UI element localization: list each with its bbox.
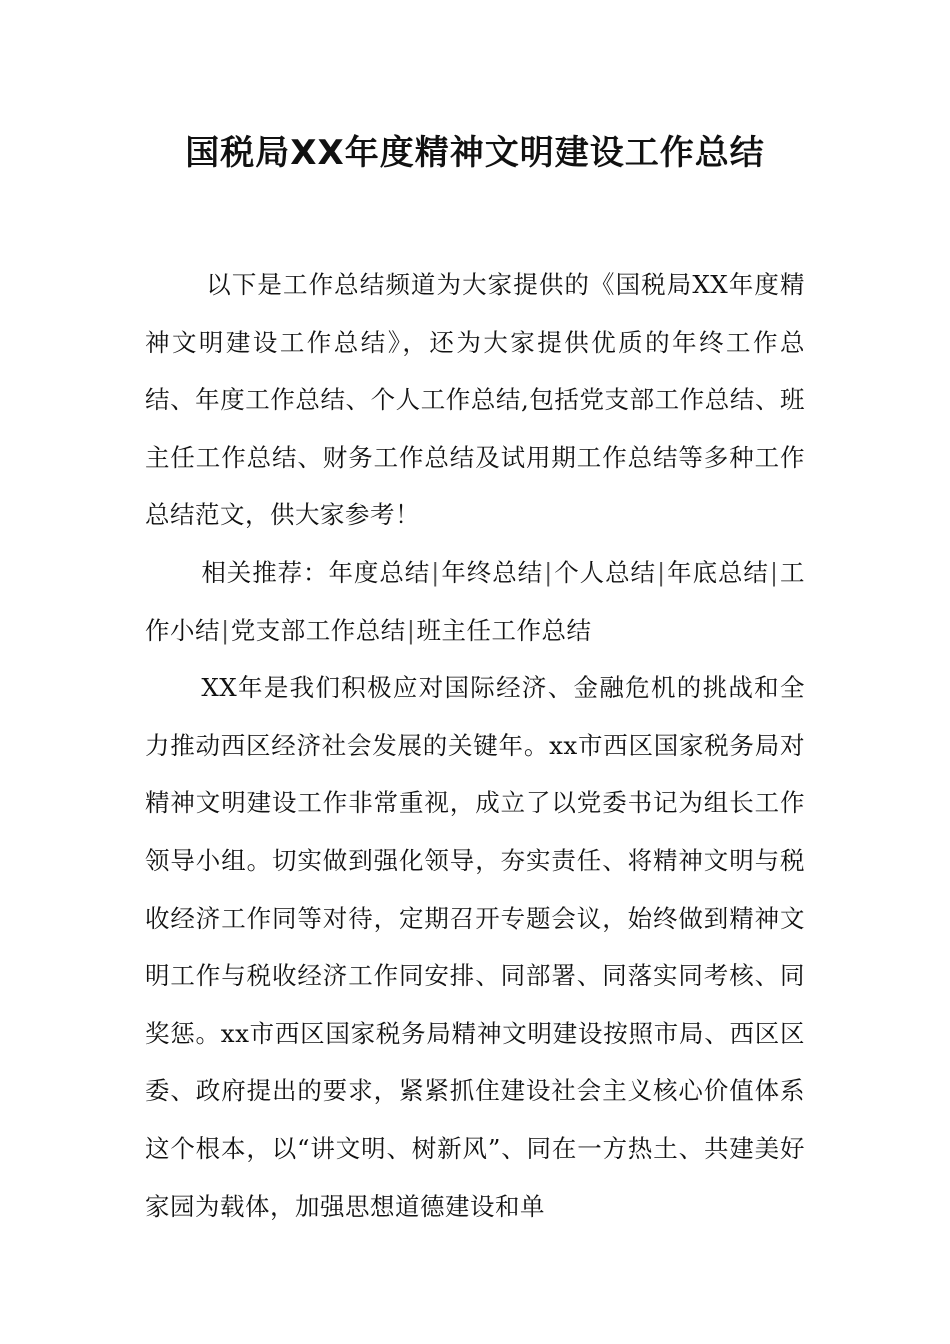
related-prefix: 相关推荐： [201, 557, 329, 587]
related-link-annual-summary[interactable]: 年度总结 [328, 557, 431, 587]
related-separator: | [406, 615, 416, 645]
related-link-work-brief[interactable]: 工作小结 [145, 557, 806, 645]
related-link-personal-summary[interactable]: 个人总结 [553, 557, 656, 587]
page-bottom-divider [145, 1238, 805, 1242]
related-link-year-bottom-summary[interactable]: 年底总结 [666, 557, 769, 587]
related-separator: | [544, 557, 553, 587]
main-paragraph: XX年是我们积极应对国际经济、金融危机的挑战和全力推动西区经济社会发展的关键年。xx市西区国家税务局对精神文明建设工作非常重视，成立了以党委书记为组长工作领导小组。切实做到强化领导，夯实责任、将精神文明与税收经济工作同等对待，定期召开专题会议，始终做到精神文明工作与税收经济工作同安排、同部署、同落实同考核、同奖惩。xx市西区国家税务局精神文明建设按照市局、西区区委、政府提出的要求，紧紧抓住建设社会主义核心价值体系这个根本，以“讲文明、树新风”、同在一方热土、共建美好家园为载体，加强思想道德建设和单 [145, 673, 805, 1221]
related-recommendations [145, 544, 805, 659]
related-separator: | [431, 557, 440, 587]
document-title: 国税局XX年度精神文明建设工作总结 [185, 133, 765, 173]
document-body [145, 256, 805, 1235]
intro-paragraph: 以下是工作总结频道为大家提供的《国税局XX年度精神文明建设工作总结》，还为大家提供优质的年终工作总结、年度工作总结、个人工作总结,包括党支部工作总结、班主任工作总结、财务工作总结及试用期工作总结等多种工作总结范文，供大家参考！ [145, 270, 805, 530]
related-link-party-branch-summary[interactable]: 党支部工作总结 [230, 615, 406, 645]
related-separator: | [769, 557, 779, 587]
related-separator: | [656, 557, 666, 587]
related-link-head-teacher-summary[interactable]: 班主任工作总结 [416, 615, 592, 645]
related-link-year-end-summary[interactable]: 年终总结 [440, 557, 544, 587]
related-separator: | [221, 615, 230, 645]
